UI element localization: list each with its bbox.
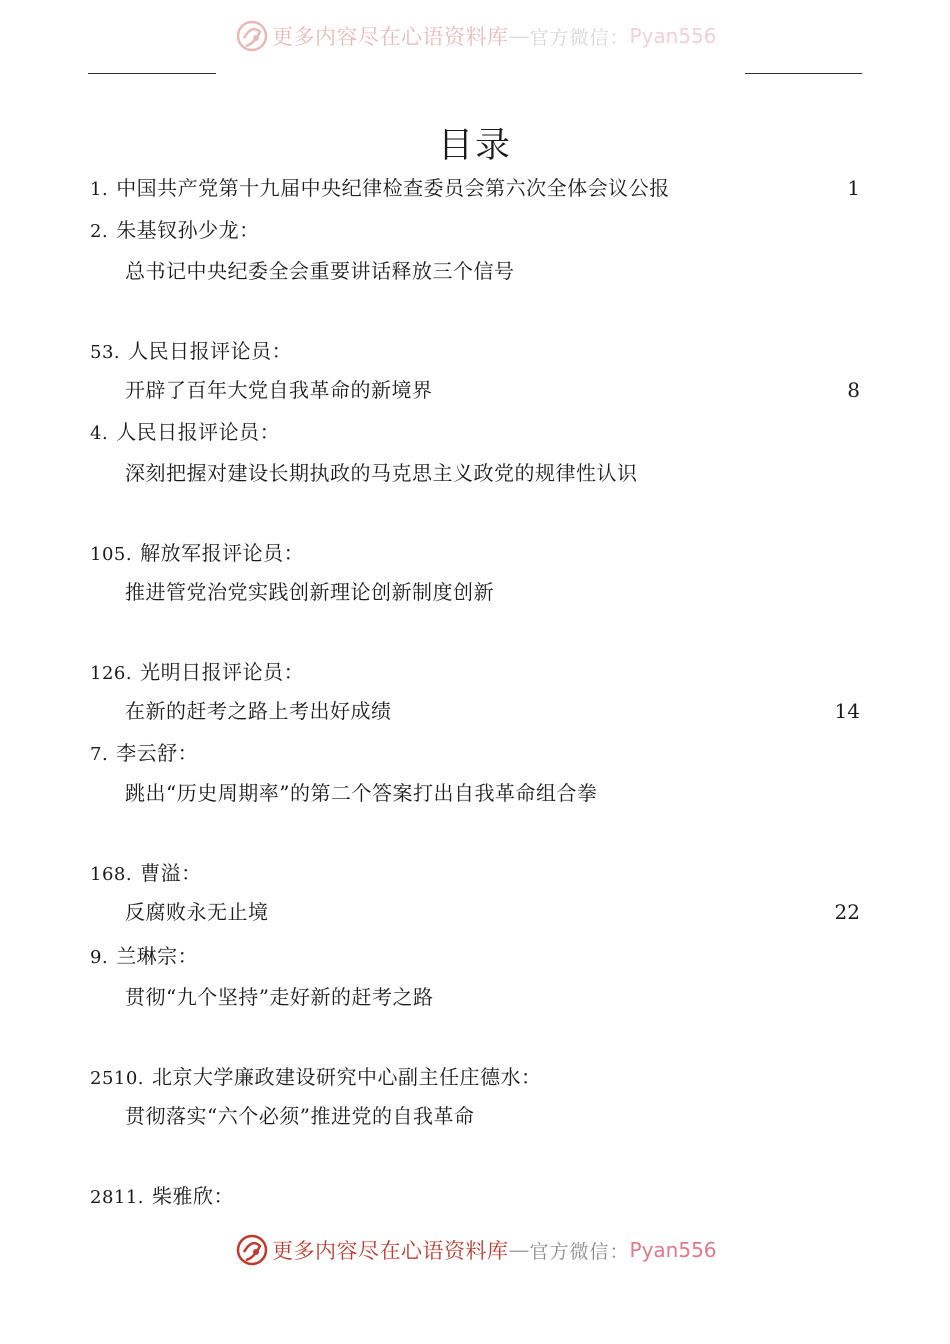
toc-entry-10	[90, 1067, 542, 1088]
toc-subtitle: 推进管党治党实践创新理论创新制度创新	[125, 580, 494, 604]
toc-number: 9.	[90, 947, 109, 968]
toc-entry-7	[90, 743, 198, 764]
watermark-dash: —	[508, 24, 530, 48]
toc-heading: 人民日报评论员：	[116, 420, 281, 444]
toc-heading: 兰琳宗：	[116, 944, 199, 968]
watermark-id: Pyan556	[629, 24, 717, 48]
page-title: 目录	[437, 126, 512, 166]
toc-number: 126.	[90, 663, 133, 684]
footer-watermark	[234, 1232, 717, 1268]
toc-number: 1.	[90, 179, 109, 200]
toc-entry-11	[90, 1186, 234, 1207]
toc-subtitle: 在新的赶考之路上考出好成绩	[125, 699, 392, 723]
toc-subtitle: 跳出“历史周期率”的第二个答案打出自我革命组合拳	[125, 781, 598, 805]
toc-page-number: 8	[847, 378, 860, 402]
toc-entry-9	[90, 946, 198, 967]
toc-number: 2510.	[90, 1068, 145, 1089]
watermark-label: 官方微信：	[529, 26, 630, 49]
toc-number: 53.	[90, 342, 121, 363]
logo-icon	[234, 18, 270, 54]
toc-number: 2.	[90, 221, 109, 242]
toc-number: 4.	[90, 423, 109, 444]
toc-heading: 李云舒：	[116, 741, 199, 765]
toc-entry-6	[90, 662, 304, 683]
toc-number: 105.	[90, 544, 133, 565]
toc-subtitle: 总书记中央纪委全会重要讲话释放三个信号	[125, 259, 515, 283]
watermark-text: 更多内容尽在心语资料库	[272, 25, 509, 49]
toc-entry-8	[90, 863, 202, 884]
header-rule-right	[745, 73, 862, 74]
header-watermark	[234, 18, 717, 54]
toc-page-number: 14	[834, 699, 860, 723]
toc-page-number: 22	[834, 900, 860, 924]
toc-heading: 北京大学廉政建设研究中心副主任庄德水：	[152, 1065, 542, 1089]
toc-entry-3	[90, 341, 292, 362]
toc-heading: 人民日报评论员：	[128, 339, 293, 363]
toc-entry-5	[90, 543, 304, 564]
toc-entry-1	[90, 178, 670, 199]
toc-page-number: 1	[847, 176, 860, 200]
toc-subtitle: 深刻把握对建设长期执政的马克思主义政党的规律性认识	[125, 461, 638, 485]
toc-heading: 曹溢：	[140, 861, 202, 885]
toc-heading: 光明日报评论员：	[140, 660, 305, 684]
toc-heading: 中国共产党第十九届中央纪律检查委员会第六次全体会议公报	[116, 176, 670, 200]
watermark-text: 更多内容尽在心语资料库	[272, 1239, 509, 1263]
toc-subtitle: 开辟了百年大党自我革命的新境界	[125, 378, 433, 402]
toc-subtitle: 反腐败永无止境	[125, 900, 269, 924]
toc-heading: 朱基钗孙少龙：	[116, 218, 260, 242]
toc-subtitle: 贯彻“九个坚持”走好新的赶考之路	[125, 985, 434, 1009]
toc-entry-2	[90, 220, 260, 241]
toc-subtitle: 贯彻落实“六个必须”推进党的自我革命	[125, 1104, 475, 1128]
toc-number: 7.	[90, 744, 109, 765]
header-rule-left	[88, 73, 216, 74]
logo-icon	[234, 1232, 270, 1268]
watermark-dash: —	[508, 1238, 530, 1262]
toc-number: 2811.	[90, 1187, 145, 1208]
toc-heading: 解放军报评论员：	[140, 541, 305, 565]
toc-number: 168.	[90, 864, 133, 885]
watermark-id: Pyan556	[629, 1238, 717, 1262]
toc-heading: 柴雅欣：	[152, 1184, 235, 1208]
toc-entry-4	[90, 422, 280, 443]
watermark-label: 官方微信：	[529, 1240, 630, 1263]
